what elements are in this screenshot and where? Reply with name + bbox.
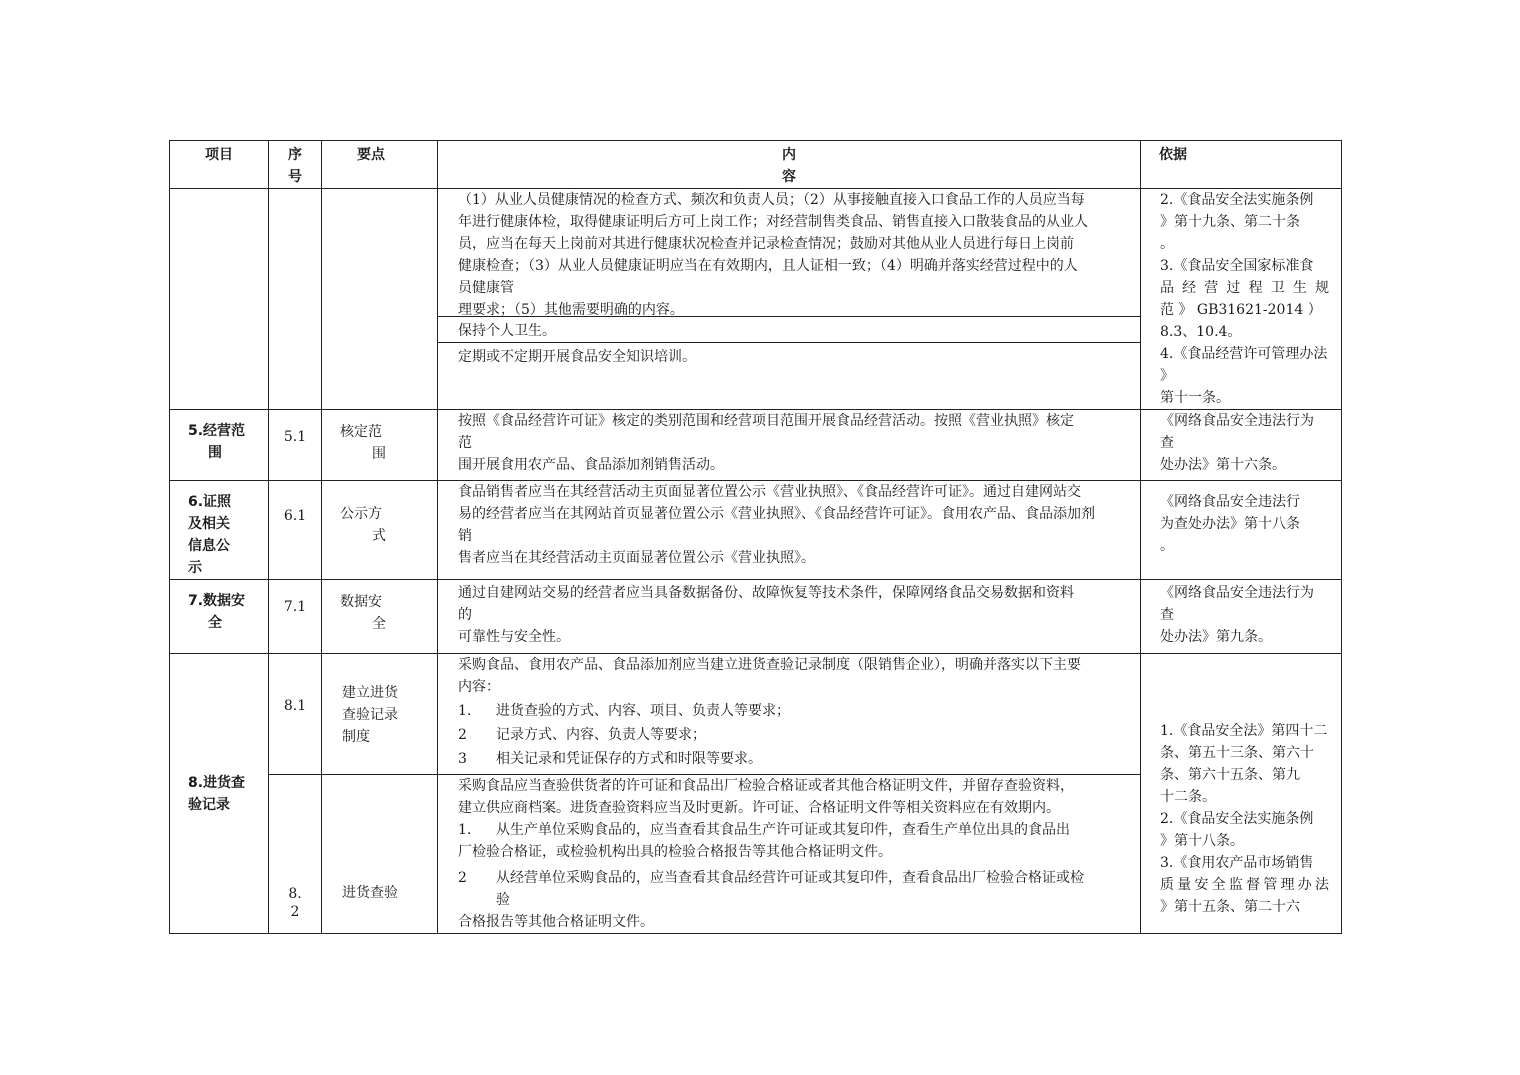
project-line: 示	[188, 560, 202, 576]
header-project: 项目	[170, 141, 269, 189]
basis-line: 条、第六十五条、第九	[1160, 767, 1300, 783]
row7-seq: 7.1	[269, 580, 322, 654]
health-seq-cell	[269, 189, 322, 410]
row5-key	[322, 410, 438, 481]
row8-1-content	[438, 654, 1141, 775]
key-line: 核定范	[340, 424, 382, 440]
project-line: 6.证照	[188, 494, 232, 510]
list-item-text: 进货查验的方式、内容、项目、负责人等要求；	[496, 703, 790, 719]
basis-line: 《网络食品安全违法行	[1160, 494, 1300, 510]
project-line: 围	[208, 445, 222, 461]
basis-line: 》第十八条。	[1160, 833, 1244, 849]
basis-line: 为查处办法》第十八条	[1160, 516, 1300, 532]
project-line: 5.经营范	[188, 423, 246, 439]
row5-content	[438, 410, 1141, 481]
list-item-number: 3	[458, 751, 467, 767]
list-item-number: 1.	[458, 822, 472, 838]
table-header-row	[170, 141, 1342, 189]
basis-line: 品经营过程卫生规	[1160, 280, 1329, 296]
header-key: 要点	[322, 141, 438, 189]
document-table	[169, 140, 1342, 934]
row8-2-key: 进货查验	[322, 775, 438, 934]
basis-line: 。	[1160, 236, 1174, 252]
content-line: 理要求；（5）其他需要明确的内容。	[458, 302, 684, 318]
basis-line: 条、第五十三条、第六十	[1160, 745, 1314, 761]
list-item	[458, 863, 1130, 889]
basis-line: 3.《食品安全国家标准食	[1160, 258, 1314, 274]
row8-2-seq	[269, 775, 322, 934]
health-project-cell	[170, 189, 269, 410]
key-line: 式	[372, 528, 386, 544]
basis-line: 十二条。	[1160, 789, 1216, 805]
basis-line: 8.3、10.4。	[1160, 324, 1242, 340]
health-basis-cell	[1141, 189, 1342, 410]
content-line: 通过自建网站交易的经营者应当具备数据备份、故障恢复等技术条件，保障网络食品交易数据和资料	[458, 585, 1074, 601]
content-line: （1）从业人员健康情况的检查方式、频次和负责人员；（2）从事接触直接入口食品工作的人员应当每	[458, 192, 1085, 208]
basis-line: 第十一条。	[1160, 390, 1230, 406]
row5-project	[170, 410, 269, 481]
content-line: 合格报告等其他合格证明文件。	[458, 914, 654, 930]
row8-basis	[1141, 654, 1342, 934]
key-line: 全	[372, 616, 386, 632]
table-row-8-1	[170, 654, 1342, 775]
content-line: 健康检查；（3）从业人员健康证明应当在有效期内，且人证相一致；（4）明确并落实经营过程中的人	[458, 258, 1078, 274]
list-item-number: 1.	[458, 703, 472, 719]
row5-seq: 5.1	[269, 410, 322, 481]
basis-line: 4.《食品经营许可管理办法	[1160, 346, 1328, 362]
basis-line: 3.《食用农产品市场销售	[1160, 855, 1314, 871]
header-basis: 依据	[1141, 141, 1342, 189]
header-content-line2: 容	[782, 169, 796, 185]
content-line: 厂检验合格证，或检验机构出具的检验合格报告等其他合格证明文件。	[458, 844, 892, 860]
header-content-line1: 内	[782, 147, 796, 163]
row6-content	[438, 481, 1141, 580]
content-line: 验	[496, 892, 510, 908]
content-line: 销	[458, 528, 472, 544]
list-item-number: 2	[458, 870, 467, 886]
row7-project	[170, 580, 269, 654]
row5-basis	[1141, 410, 1342, 481]
table-row-7	[170, 580, 1342, 654]
project-line: 8.进货查	[188, 774, 246, 791]
health-key-cell	[322, 189, 438, 410]
row7-key	[322, 580, 438, 654]
key-line: 围	[372, 446, 386, 462]
row6-seq: 6.1	[269, 481, 322, 580]
basis-line: 《网络食品安全违法行为	[1160, 585, 1314, 601]
content-line: 采购食品应当查验供货者的许可证和食品出厂检验合格证或者其他合格证明文件，并留存查验资料，	[458, 778, 1074, 794]
key-line: 数据安	[340, 594, 382, 610]
list-item-text: 相关记录和凭证保存的方式和时限等要求。	[496, 751, 762, 767]
list-item	[458, 722, 1130, 746]
content-line: 围开展食用农产品、食品添加剂销售活动。	[458, 457, 724, 473]
key-line: 公示方	[340, 506, 382, 522]
health-content-hygiene: 保持个人卫生。	[438, 316, 1140, 342]
basis-line: 查	[1160, 435, 1174, 451]
list-item	[458, 819, 1130, 841]
project-line: 验记录	[188, 796, 230, 813]
list-item	[458, 698, 1130, 722]
content-line: 员健康管	[458, 280, 514, 296]
list-item-text: 从经营单位采购食品的，应当查看其食品经营许可证或其复印件，查看食品出厂检验合格证或检	[496, 870, 1084, 886]
basis-line: 2.《食品安全法实施条例	[1160, 811, 1314, 827]
basis-line: 2.《食品安全法实施条例	[1160, 192, 1314, 208]
content-line: 按照《食品经营许可证》核定的类别范围和经营项目范围开展食品经营活动。按照《营业执照》核定	[458, 413, 1074, 429]
content-line: 员，应当在每天上岗前对其进行健康状况检查并记录检查情况；鼓励对其他从业人员进行每日上岗前	[458, 236, 1074, 252]
row7-basis	[1141, 580, 1342, 654]
basis-line: 处办法》第九条。	[1160, 629, 1272, 645]
content-line: 内容：	[458, 679, 500, 695]
content-line: 易的经营者应当在其网站首页显著位置公示《营业执照》、《食品经营许可证》。食用农产品、食品添加剂	[458, 506, 1095, 522]
table-row-5	[170, 410, 1342, 481]
row8-2-content	[438, 775, 1141, 934]
basis-line: 处办法》第十六条。	[1160, 457, 1286, 473]
basis-line: 查	[1160, 607, 1174, 623]
list-item-text: 从生产单位采购食品的，应当查看其食品生产许可证或其复印件，查看生产单位出具的食品出	[496, 822, 1070, 838]
content-line: 年进行健康体检，取得健康证明后方可上岗工作；对经营制售类食品、销售直接入口散装食品的从业人	[458, 214, 1088, 230]
list-item-number: 2	[458, 727, 467, 743]
content-line: 建立供应商档案。进货查验资料应当及时更新。许可证、合格证明文件等相关资料应在有效期内。	[458, 800, 1060, 816]
seq-line: 2	[290, 904, 300, 920]
health-content-main	[458, 189, 1130, 316]
basis-line: 质量安全监督管理办法	[1160, 877, 1329, 893]
basis-line: 》	[1160, 368, 1174, 384]
row6-basis	[1141, 481, 1342, 580]
key-line: 查验记录	[342, 707, 398, 723]
row7-content	[438, 580, 1141, 654]
header-seq-line1: 序	[288, 147, 302, 163]
basis-line: 》第十五条、第二十六	[1160, 899, 1300, 915]
basis-line: 《网络食品安全违法行为	[1160, 413, 1314, 429]
row6-project	[170, 481, 269, 580]
project-line: 7.数据安	[188, 593, 246, 609]
header-seq	[269, 141, 322, 189]
content-line: 采购食品、食用农产品、食品添加剂应当建立进货查验记录制度（限销售企业），明确并落实以下主要	[458, 657, 1081, 673]
table-row-health	[170, 189, 1342, 410]
key-line: 制度	[342, 729, 370, 745]
content-line: 售者应当在其经营活动主页面显著位置公示《营业执照》。	[458, 550, 815, 566]
health-content-cell	[438, 189, 1141, 410]
header-seq-line2: 号	[288, 169, 302, 185]
project-line: 及相关	[188, 516, 230, 532]
basis-line: 范 》 GB31621-2014 ）	[1160, 302, 1322, 318]
header-content	[438, 141, 1141, 189]
project-line: 信息公	[188, 538, 230, 554]
content-line: 范	[458, 435, 472, 451]
row8-project	[170, 654, 269, 934]
row8-1-seq: 8.1	[269, 654, 322, 775]
key-line: 建立进货	[342, 685, 398, 701]
row8-1-key	[322, 654, 438, 775]
content-line: 的	[458, 607, 472, 623]
content-line: 可靠性与安全性。	[458, 629, 570, 645]
content-line: 食品销售者应当在其经营活动主页面显著位置公示《营业执照》、《食品经营许可证》。通过自建网站交	[458, 484, 1081, 500]
project-line: 全	[208, 615, 222, 631]
basis-line: 》第十九条、第二十条	[1160, 214, 1300, 230]
basis-line: 1.《食品安全法》第四十二	[1160, 723, 1328, 739]
row6-key	[322, 481, 438, 580]
health-content-training: 定期或不定期开展食品安全知识培训。	[438, 342, 1140, 386]
seq-line: 8.	[288, 886, 302, 902]
table-row-6	[170, 481, 1342, 580]
list-item	[458, 746, 1130, 770]
list-item-text: 记录方式、内容、负责人等要求；	[496, 727, 706, 743]
basis-line: 。	[1160, 538, 1174, 554]
